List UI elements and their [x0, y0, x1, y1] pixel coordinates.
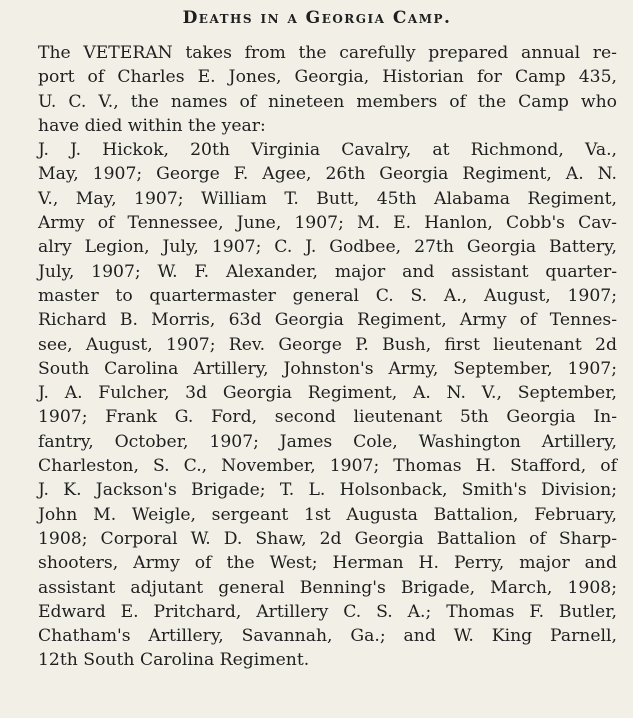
text-line: see, August, 1907; Rev. George P. Bush, first lieutenant 2d [38, 334, 617, 355]
text-line: shooters, Army of the West; Herman H. Perry, major and [38, 553, 617, 574]
text-line: 1907; Frank G. Ford, second lieutenant 5th Georgia In- [38, 407, 617, 428]
text-line: J. J. Hickok, 20th Virginia Cavalry, at Richmond, Va., [38, 140, 617, 161]
text-line: 1908; Corporal W. D. Shaw, 2d Georgia Battalion of Sharp- [38, 528, 617, 549]
text-line: have died within the year: [38, 115, 266, 136]
text-line: Charleston, S. C., November, 1907; Thomas H. Stafford, of [38, 456, 617, 477]
text-line: assistant adjutant general Benning's Brigade, March, 1908; [38, 577, 617, 598]
text-line: Army of Tennessee, June, 1907; M. E. Hanlon, Cobb's Cav- [38, 213, 617, 234]
text-line: May, 1907; George F. Agee, 26th Georgia Regiment, A. N. [38, 164, 617, 185]
text-line: The VETERAN takes from the carefully prepared annual re- [38, 43, 617, 63]
text-line: U. C. V., the names of nineteen members of the Camp who [38, 91, 617, 112]
intro-paragraph [17, 41, 617, 138]
text-line: Richard B. Morris, 63d Georgia Regiment, Army of Tennes- [38, 310, 617, 331]
text-line: South Carolina Artillery, Johnston's Army, September, 1907; [38, 358, 617, 379]
text-line: Edward E. Pritchard, Artillery C. S. A.; Thomas F. Butler, [38, 601, 617, 622]
text-line: master to quartermaster general C. S. A., August, 1907; [38, 285, 617, 306]
text-line: V., May, 1907; William T. Butt, 45th Alabama Regiment, [38, 188, 617, 209]
deaths-list-paragraph [17, 138, 617, 673]
text-line: 12th South Carolina Regiment. [38, 650, 310, 671]
text-line: fantry, October, 1907; James Cole, Washington Artillery, [38, 431, 617, 452]
text-line: Chatham's Artillery, Savannah, Ga.; and W. King Parnell, [38, 626, 617, 647]
text-line: John M. Weigle, sergeant 1st Augusta Battalion, February, [38, 504, 617, 525]
article-heading: Deaths in a Georgia Camp. [182, 8, 452, 28]
text-line: J. A. Fulcher, 3d Georgia Regiment, A. N. V., September, [38, 383, 617, 404]
text-line: J. K. Jackson's Brigade; T. L. Holsonback, Smith's Division; [38, 480, 617, 501]
text-line: port of Charles E. Jones, Georgia, Historian for Camp 435, [38, 67, 617, 88]
text-line: alry Legion, July, 1907; C. J. Godbee, 27th Georgia Battery, [38, 237, 617, 258]
text-line: July, 1907; W. F. Alexander, major and assistant quarter- [38, 261, 617, 282]
